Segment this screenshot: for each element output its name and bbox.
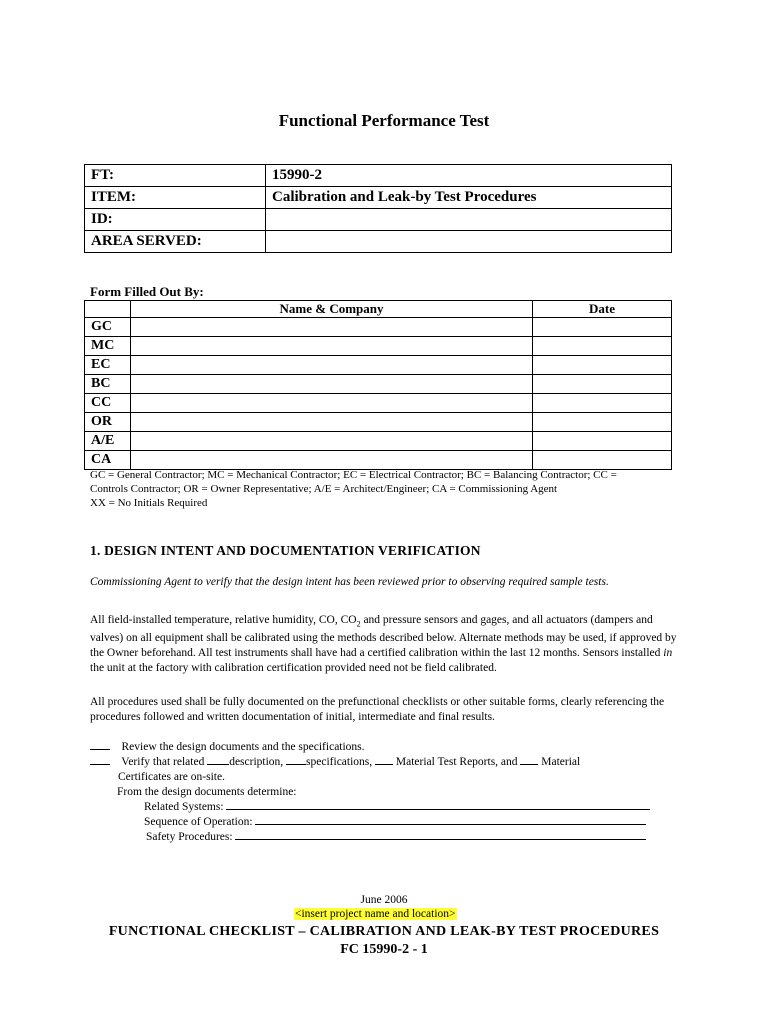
subscript-2: 2	[356, 619, 361, 629]
date-cell[interactable]	[533, 394, 672, 413]
commissioning-note: Commissioning Agent to verify that the design intent has been reviewed prior to observing required sample tests.	[90, 576, 609, 588]
description-blank[interactable]	[207, 764, 229, 765]
name-company-cell[interactable]	[131, 394, 533, 413]
header-row-ft	[85, 165, 672, 187]
party-code: BC	[85, 375, 131, 394]
header-row-area-served	[85, 231, 672, 253]
legend-line: Controls Contractor; OR = Owner Representative; A/E = Architect/Engineer; CA = Commissioning Agent	[90, 483, 558, 495]
test-reports-blank[interactable]	[375, 764, 393, 765]
name-company-cell[interactable]	[131, 413, 533, 432]
date-cell[interactable]	[533, 451, 672, 470]
table-row	[85, 394, 672, 413]
safety-label: Safety Procedures:	[146, 831, 233, 843]
sequence-label: Sequence of Operation:	[144, 816, 253, 828]
header-info-table	[84, 164, 672, 253]
abbreviation-legend	[90, 468, 690, 510]
header-value[interactable]	[266, 231, 672, 253]
name-company-cell[interactable]	[131, 451, 533, 470]
form-filled-label: Form Filled Out By:	[90, 284, 204, 299]
legend-line: GC = General Contractor; MC = Mechanical Contractor; EC = Electrical Contractor; BC = Balancing Contractor; CC =	[90, 469, 617, 481]
checklist-continuation: Certificates are on-site.	[118, 771, 225, 783]
header-row-id	[85, 209, 672, 231]
date-header: Date	[533, 301, 672, 318]
date-cell[interactable]	[533, 375, 672, 394]
date-cell[interactable]	[533, 337, 672, 356]
date-cell[interactable]	[533, 356, 672, 375]
page-number: FC 15990-2 - 1	[340, 942, 428, 957]
date-cell[interactable]	[533, 318, 672, 337]
table-row	[85, 337, 672, 356]
header-label: FT:	[85, 165, 266, 187]
checklist-text: Material	[538, 756, 581, 768]
para-text: All field-installed temperature, relative humidity, CO, CO	[90, 614, 357, 626]
name-company-header: Name & Company	[131, 301, 533, 318]
footer-title: FUNCTIONAL CHECKLIST – CALIBRATION AND LEAK-BY TEST PROCEDURES	[108, 924, 660, 939]
table-row	[85, 413, 672, 432]
initial-blank[interactable]	[90, 764, 110, 765]
related-systems-row	[144, 800, 650, 815]
related-systems-label: Related Systems:	[144, 801, 224, 813]
table-row	[85, 375, 672, 394]
name-company-cell[interactable]	[131, 356, 533, 375]
name-company-cell[interactable]	[131, 337, 533, 356]
footer-date: June 2006	[360, 894, 408, 906]
party-code: EC	[85, 356, 131, 375]
checklist-text: Material Test Reports, and	[393, 756, 521, 768]
safety-blank[interactable]	[235, 839, 646, 840]
material-certs-blank[interactable]	[520, 764, 538, 765]
checklist-item-verify	[90, 755, 580, 770]
party-code: A/E	[85, 432, 131, 451]
header-value[interactable]: Calibration and Leak-by Test Procedures	[266, 187, 672, 209]
section-heading: 1. DESIGN INTENT AND DOCUMENTATION VERIFICATION	[90, 543, 481, 558]
checklist-text: Review the design documents and the specifications.	[121, 741, 365, 753]
party-code: CA	[85, 451, 131, 470]
form-filled-table	[84, 300, 672, 470]
table-row	[85, 432, 672, 451]
procedures-paragraph: All procedures used shall be fully documented on the prefunctional checklists or other suitable forms, clearly referencing the procedures followed and written documentation of initial, intermediate and final results.	[90, 696, 665, 723]
page-title: Functional Performance Test	[278, 111, 490, 130]
project-placeholder: <insert project name and location>	[295, 908, 456, 920]
related-systems-blank[interactable]	[226, 809, 650, 810]
form-table-header	[85, 301, 672, 318]
checklist-text: description,	[229, 756, 287, 768]
safety-row	[146, 830, 646, 845]
para-text: and pressure sensors and gages, and all actuators (dampers and valves) on all equipment shall be calibrated using the methods described below. Alternate methods may be used, if approved by the Owner beforehand. All test instruments shall have had a certified calibration within the last 12 months. Sensors installed	[90, 614, 677, 660]
name-company-cell[interactable]	[131, 375, 533, 394]
header-value[interactable]	[266, 209, 672, 231]
sequence-blank[interactable]	[255, 824, 646, 825]
name-company-cell[interactable]	[131, 432, 533, 451]
party-code: OR	[85, 413, 131, 432]
calibration-paragraph	[90, 613, 680, 676]
date-cell[interactable]	[533, 432, 672, 451]
specifications-blank[interactable]	[286, 764, 306, 765]
initial-blank[interactable]	[90, 749, 110, 750]
checklist-text: Verify that related	[121, 756, 208, 768]
header-label: AREA SERVED:	[85, 231, 266, 253]
header-value[interactable]: 15990-2	[266, 165, 672, 187]
corner-cell	[85, 301, 131, 318]
sequence-row	[144, 815, 646, 830]
checklist-item-review	[90, 740, 365, 755]
party-code: GC	[85, 318, 131, 337]
name-company-cell[interactable]	[131, 318, 533, 337]
date-cell[interactable]	[533, 413, 672, 432]
party-code: CC	[85, 394, 131, 413]
header-label: ID:	[85, 209, 266, 231]
para-italic: in	[663, 647, 673, 660]
header-label: ITEM:	[85, 187, 266, 209]
table-row	[85, 356, 672, 375]
checklist-text: specifications,	[306, 756, 376, 768]
determine-label: From the design documents determine:	[117, 786, 297, 798]
header-row-item	[85, 187, 672, 209]
table-row	[85, 318, 672, 337]
table-row	[85, 451, 672, 470]
para-text: the unit at the factory with calibration certification provided need not be field calibrated.	[90, 662, 497, 675]
party-code: MC	[85, 337, 131, 356]
legend-line: XX = No Initials Required	[90, 497, 208, 509]
